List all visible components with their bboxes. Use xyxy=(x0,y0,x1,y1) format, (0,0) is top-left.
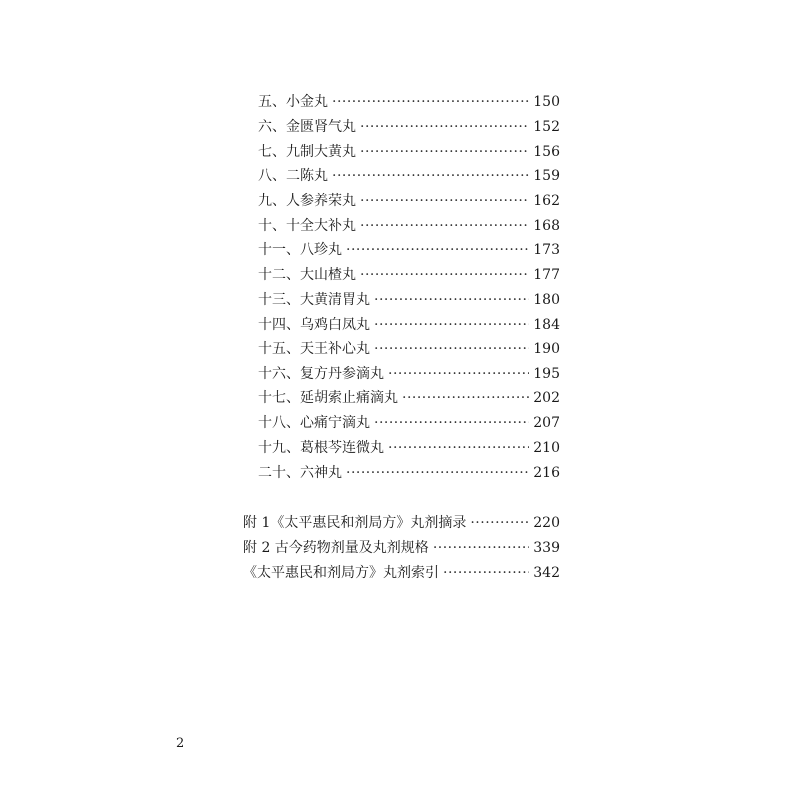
dot-leader xyxy=(360,267,529,283)
appendix-page: 342 xyxy=(533,565,560,581)
toc-entry-label: 八、二陈丸 xyxy=(258,168,328,184)
dot-leader xyxy=(360,119,529,135)
toc-entry-page: 168 xyxy=(533,218,560,234)
toc-entry-label: 十、十全大补丸 xyxy=(258,218,356,234)
toc-entry xyxy=(258,94,560,110)
dot-leader xyxy=(374,317,529,333)
toc-entry xyxy=(258,440,560,456)
toc-entry-page: 173 xyxy=(533,242,560,258)
toc-entry-page: 152 xyxy=(533,119,560,135)
toc-entry-label: 十一、八珍丸 xyxy=(258,242,342,258)
toc-entry xyxy=(258,168,560,184)
dot-leader xyxy=(374,415,529,431)
dot-leader xyxy=(388,366,529,382)
page-number: 2 xyxy=(176,736,185,751)
appendix-page: 220 xyxy=(533,515,560,531)
toc-entry-label: 十四、乌鸡白凤丸 xyxy=(258,317,370,333)
toc-entry xyxy=(258,415,560,431)
toc-entry-page: 207 xyxy=(533,415,560,431)
toc-entry-label: 五、小金丸 xyxy=(258,94,328,110)
dot-leader xyxy=(332,94,529,110)
toc-entry-page: 162 xyxy=(533,193,560,209)
toc-entry xyxy=(258,193,560,209)
toc-entry-label: 十三、大黄清胃丸 xyxy=(258,292,370,308)
dot-leader xyxy=(402,390,529,406)
toc-entry-page: 159 xyxy=(533,168,560,184)
appendix-page: 339 xyxy=(533,540,560,556)
appendix-entry xyxy=(243,540,560,556)
dot-leader xyxy=(360,193,529,209)
toc-entry xyxy=(258,390,560,406)
toc-entry xyxy=(258,465,560,481)
toc-entry-label: 十七、延胡索止痛滴丸 xyxy=(258,390,398,406)
toc-entry-label: 十六、复方丹参滴丸 xyxy=(258,366,384,382)
toc-entry xyxy=(258,341,560,357)
toc-entry-label: 十九、葛根芩连微丸 xyxy=(258,440,384,456)
toc-entry-page: 210 xyxy=(533,440,560,456)
toc-entry xyxy=(258,366,560,382)
toc-entry-page: 184 xyxy=(533,317,560,333)
toc-entry-label: 九、人参养荣丸 xyxy=(258,193,356,209)
toc-entry-label: 七、九制大黄丸 xyxy=(258,144,356,160)
dot-leader xyxy=(346,242,529,258)
toc-entry-label: 十二、大山楂丸 xyxy=(258,267,356,283)
toc-entry xyxy=(258,144,560,160)
toc-entry-page: 177 xyxy=(533,267,560,283)
toc-entry xyxy=(258,242,560,258)
toc-entry-page: 180 xyxy=(533,292,560,308)
toc-entry-page: 150 xyxy=(533,94,560,110)
toc-entry-page: 216 xyxy=(533,465,560,481)
dot-leader xyxy=(470,515,529,531)
dot-leader xyxy=(443,565,529,581)
appendix-label: 附 2 古今药物剂量及丸剂规格 xyxy=(243,540,429,556)
toc-entry-label: 十八、心痛宁滴丸 xyxy=(258,415,370,431)
dot-leader xyxy=(346,465,529,481)
dot-leader xyxy=(360,218,529,234)
dot-leader xyxy=(360,144,529,160)
dot-leader xyxy=(374,292,529,308)
toc-entry-page: 202 xyxy=(533,390,560,406)
toc-entry xyxy=(258,267,560,283)
dot-leader xyxy=(388,440,529,456)
appendix-label: 《太平惠民和剂局方》丸剂索引 xyxy=(243,565,439,581)
toc-entry xyxy=(258,317,560,333)
appendix-entry xyxy=(243,515,560,531)
toc-entry xyxy=(258,292,560,308)
toc-entry-label: 二十、六神丸 xyxy=(258,465,342,481)
toc-entry xyxy=(258,218,560,234)
toc-entry-page: 195 xyxy=(533,366,560,382)
toc-entry-page: 190 xyxy=(533,341,560,357)
appendix-label: 附 1《太平惠民和剂局方》丸剂摘录 xyxy=(243,515,467,531)
toc-entry xyxy=(258,119,560,135)
dot-leader xyxy=(433,540,529,556)
toc-entry-page: 156 xyxy=(533,144,560,160)
toc-entry-label: 十五、天王补心丸 xyxy=(258,341,370,357)
appendix-entry xyxy=(243,565,560,581)
dot-leader xyxy=(374,341,529,357)
toc-entry-label: 六、金匮肾气丸 xyxy=(258,119,356,135)
dot-leader xyxy=(332,168,529,184)
